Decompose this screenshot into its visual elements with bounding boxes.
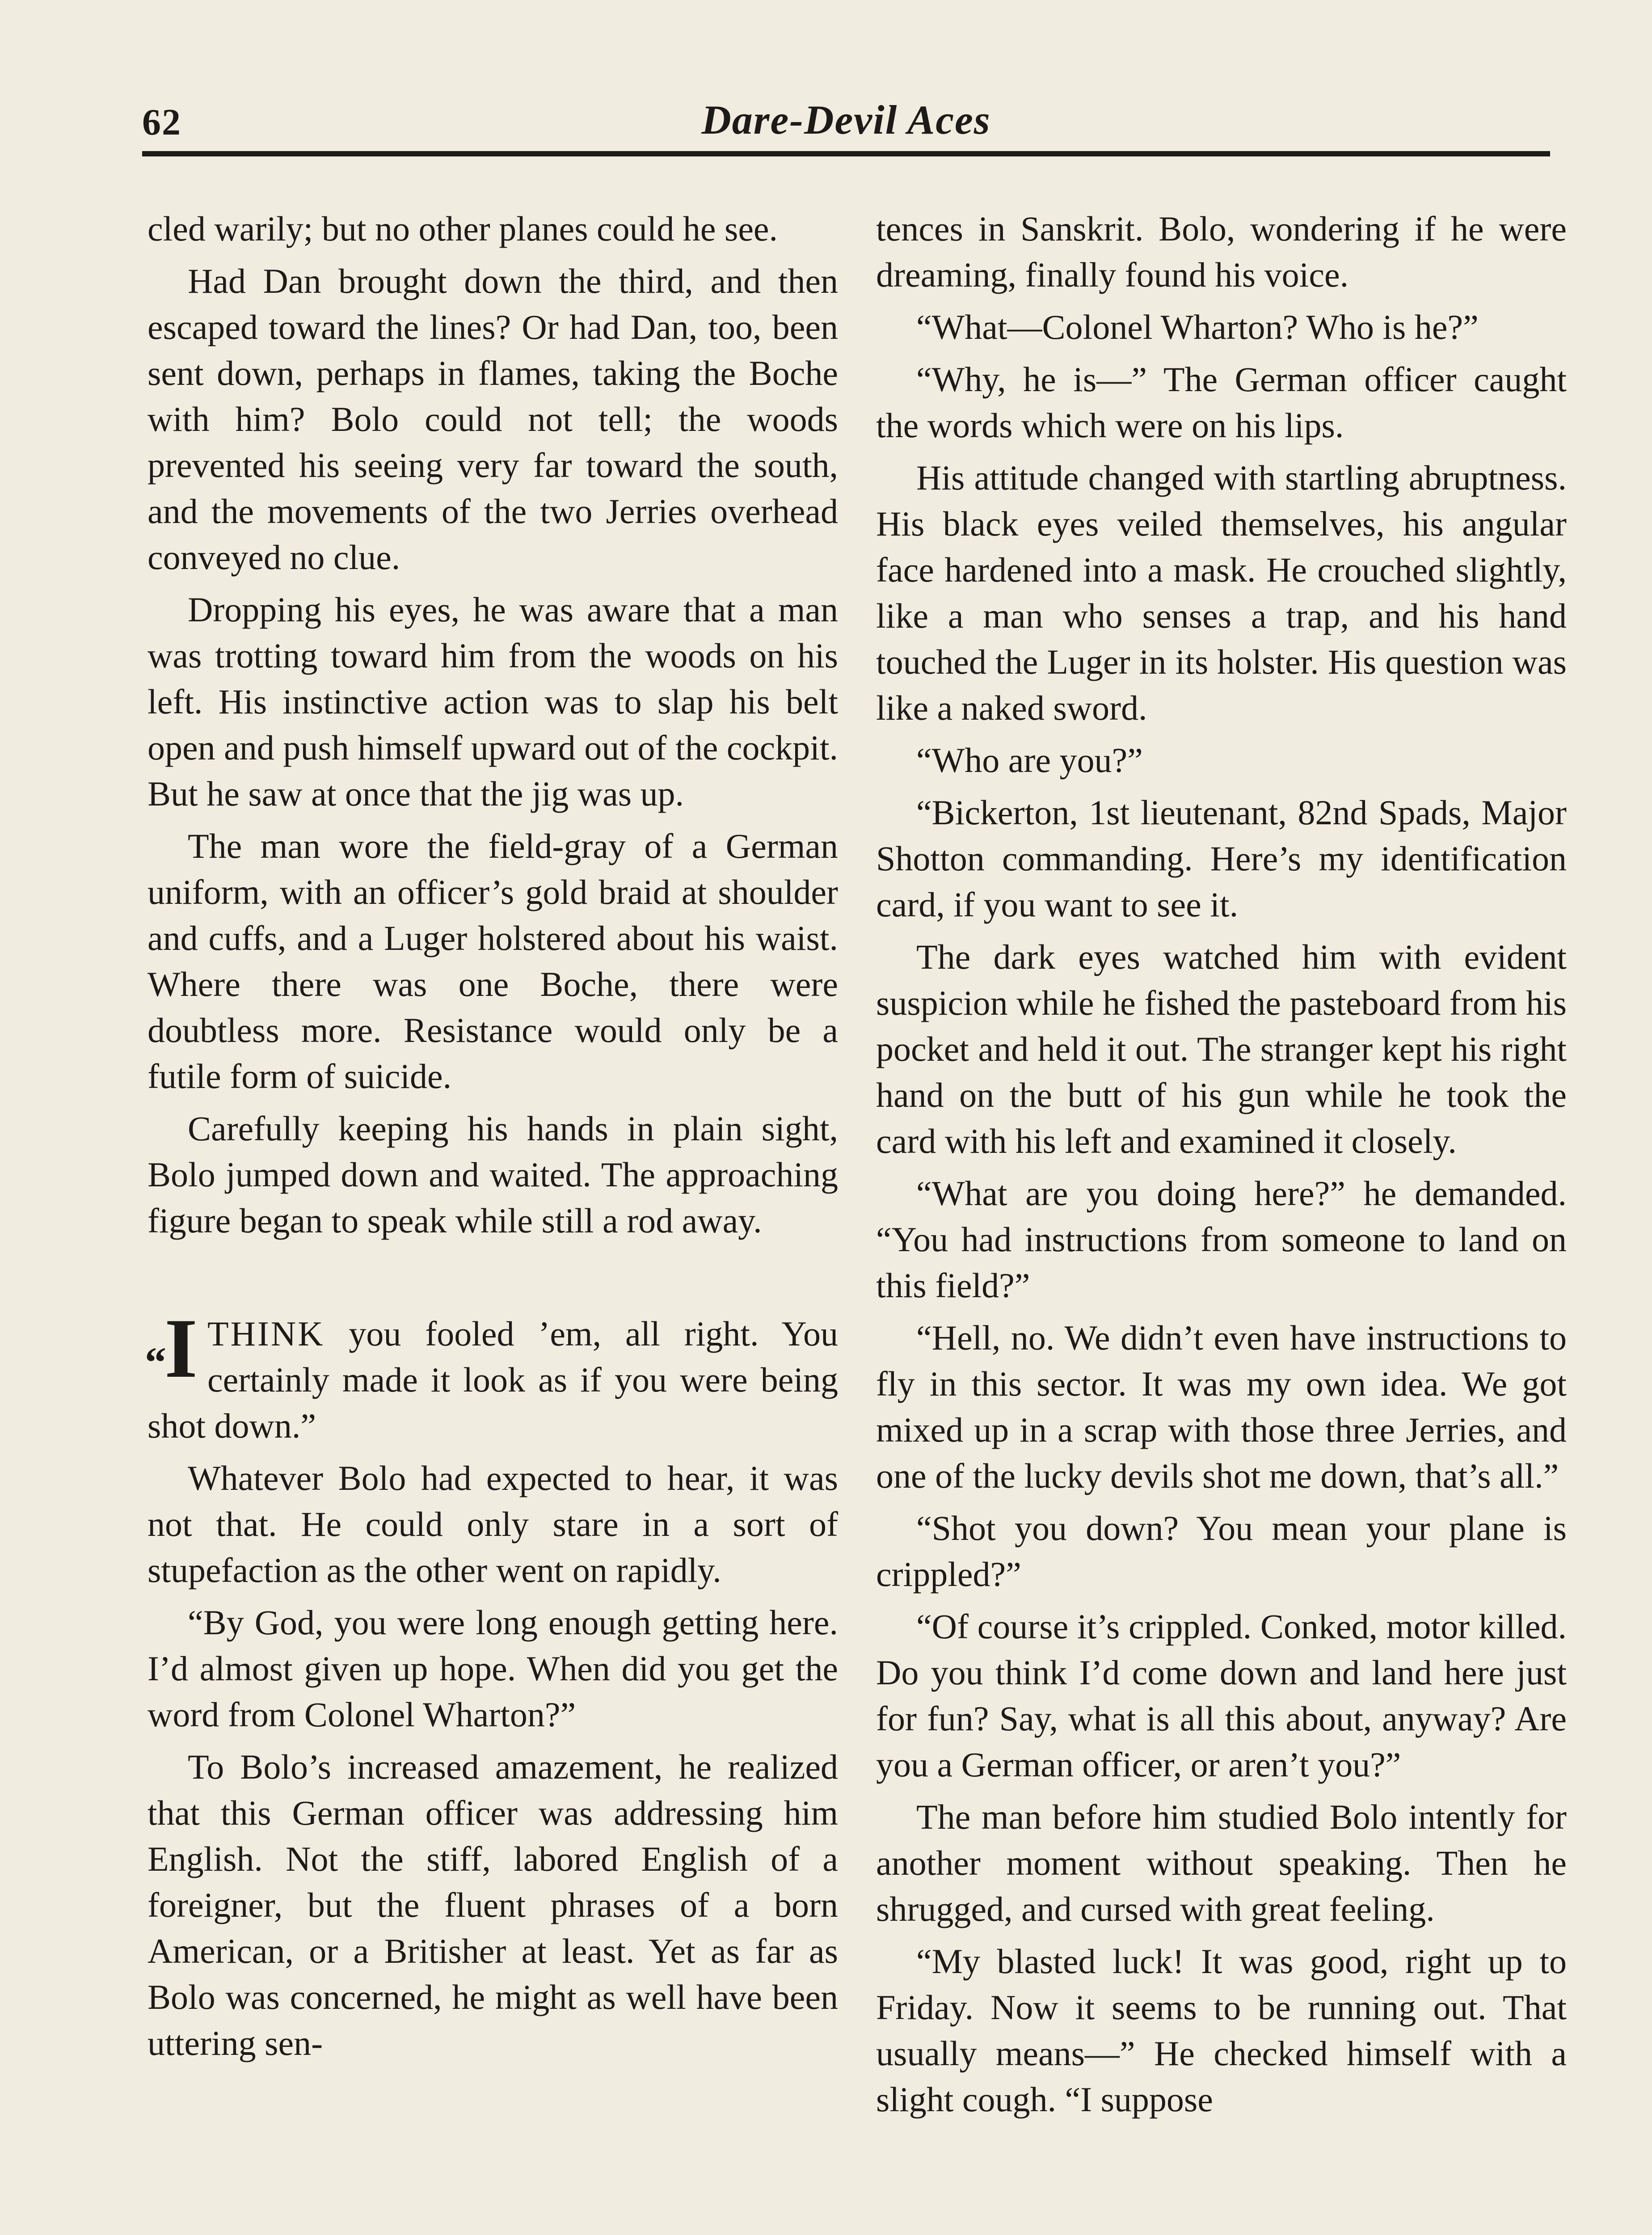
- section-opening-paragraph: [145, 1302, 839, 1449]
- paragraph: “Hell, no. We didn’t even have instructions to fly in this sector. It was my own idea. We got mixed up in a scrap with those three Jerries, and one of the lucky devils shot me down, that’s all.”: [876, 1318, 1567, 1495]
- paragraph: His attitude changed with startling abruptness. His black eyes veiled themselves, his angular face hardened into a mask. He crouched slightly, like a man who senses a trap, and his hand touched the Luger in its holster. His question was like a naked sword.: [876, 458, 1567, 727]
- magazine-title: Dare-Devil Aces: [701, 97, 991, 143]
- paragraph: “My blasted luck! It was good, right up to Friday. Now it seems to be running out. That usually means—” He checked himself with a slight cough. “I suppose: [876, 1942, 1567, 2119]
- paragraph: The dark eyes watched him with evident suspicion while he fished the pasteboard from his pocket and held it out. The stranger kept his right hand on the butt of his gun while he took the card with his left and examined it closely.: [876, 937, 1567, 1160]
- paragraph: The man before him studied Bolo intently for another moment without speaking. Then he shrugged, and cursed with great feeling.: [876, 1797, 1567, 1928]
- paragraph: Had Dan brought down the third, and then escaped toward the lines? Or had Dan, too, been sent down, perhaps in flames, taking the Boche with him? Bolo could not tell; the woods prevented his seeing very far toward the south, and the movements of the two Jerries overhead conveyed no clue.: [148, 261, 838, 577]
- paragraph: “Bickerton, 1st lieutenant, 82nd Spads, Major Shotton commanding. Here’s my identification card, if you want to see it.: [876, 793, 1567, 924]
- paragraph: Whatever Bolo had expected to hear, it was not that. He could only stare in a sort of stupefaction as the other went on rapidly.: [148, 1459, 838, 1590]
- paragraph: cled warily; but no other planes could he see.: [148, 209, 778, 248]
- paragraph: Carefully keeping his hands in plain sight, Bolo jumped down and waited. The approaching figure began to speak while still a rod away.: [148, 1109, 838, 1240]
- paragraph: “Shot you down? You mean your plane is crippled?”: [876, 1509, 1567, 1594]
- paragraph: “Of course it’s crippled. Conked, motor killed. Do you think I’d come down and land here just for fun? Say, what is all this about, anyway? Are you a German officer, or aren’t you?”: [876, 1607, 1567, 1784]
- paragraph: The man wore the field-gray of a German uniform, with an officer’s gold braid at shoulder and cuffs, and a Luger holstered about his waist. Where there was one Boche, there were doubtless more. Resistance would only be a futile form of suicide.: [148, 827, 838, 1096]
- left-column: [145, 206, 839, 2072]
- paragraph: “What are you doing here?” he demanded. “You had instructions from someone to land on this field?”: [876, 1174, 1567, 1305]
- paragraph: “What—Colonel Wharton? Who is he?”: [916, 308, 1479, 346]
- drop-cap: [145, 1302, 198, 1396]
- drop-cap-letter: I: [164, 1302, 198, 1396]
- drop-cap-quote: “: [145, 1338, 164, 1386]
- small-caps-lead: THINK: [207, 1314, 325, 1353]
- right-column: [876, 206, 1567, 2129]
- paragraph: “Who are you?”: [916, 741, 1143, 780]
- page-header: [142, 92, 1550, 159]
- paragraph: tences in Sanskrit. Bolo, wondering if he were dreaming, finally found his voice.: [876, 209, 1567, 294]
- section-opening-text: you fooled ’em, all right. You certainly made it look as if you were being shot down.”: [148, 1314, 839, 1445]
- page-number: 62: [142, 101, 181, 143]
- header-rule: [142, 151, 1550, 156]
- paragraph: Dropping his eyes, he was aware that a man was trotting toward him from the woods on his left. His instinctive action was to slap his belt open and push himself upward out of the cockpit. But he saw at once that the jig was up.: [148, 590, 838, 813]
- paragraph: “Why, he is—” The German officer caught the words which were on his lips.: [876, 360, 1567, 445]
- paragraph: To Bolo’s increased amazement, he realized that this German officer was addressing him English. Not the stiff, labored English of a foreigner, but the fluent phrases of a born American, or a Britisher at least. Yet as far as Bolo was concerned, he might as well have been uttering sen-: [148, 1747, 838, 2062]
- paragraph: “By God, you were long enough getting here. I’d almost given up hope. When did you get the word from Colonel Wharton?”: [148, 1603, 838, 1734]
